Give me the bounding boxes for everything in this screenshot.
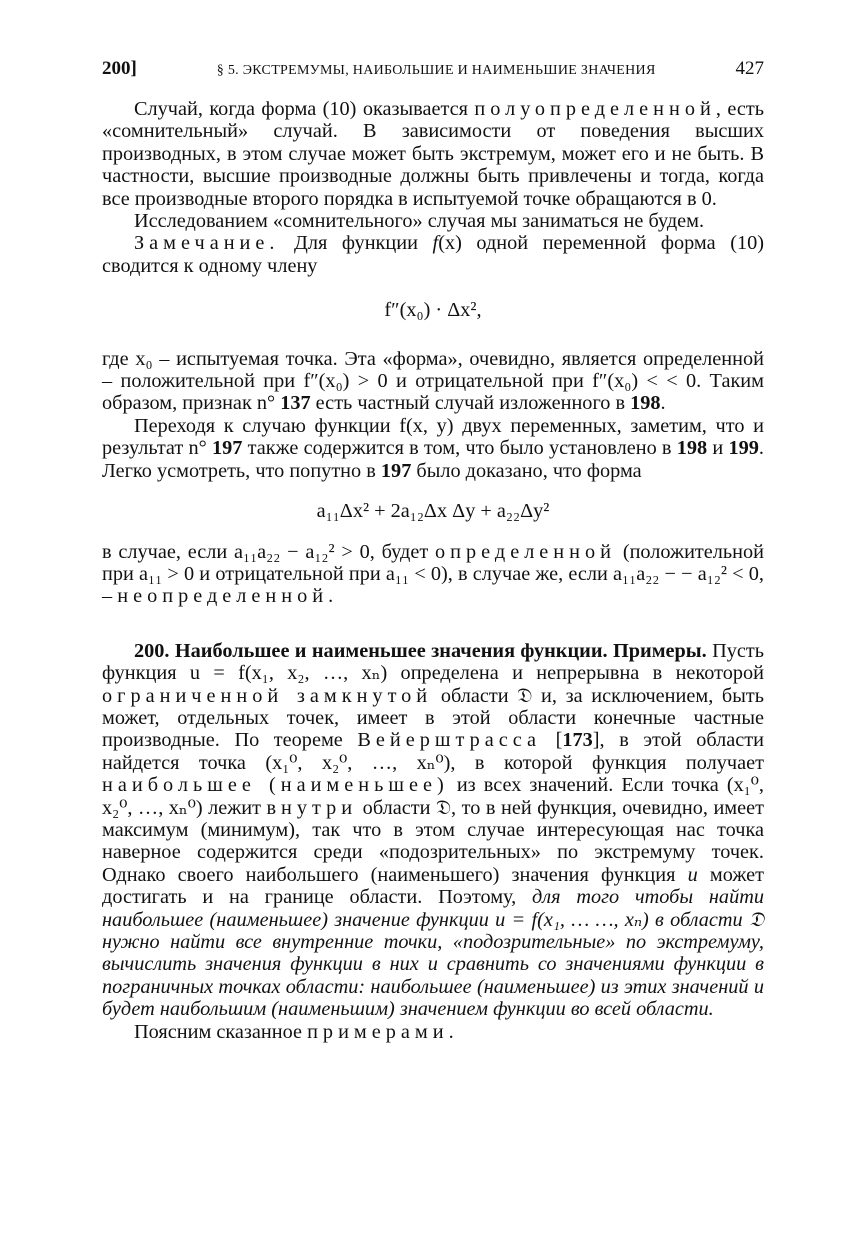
section-200-paragraph: 200. Наибольшее и наименьшее значения функции. Примеры. Пусть функция u = f(x₁, x₂, …, xₙ) определена и непрерывна в некоторой ограниченной замкнутой области 𝔇 и, за исключением, быть может, отдельных точек, имеет в этой области конечные частные производные. По теореме Вейерштрасса [173], в этой области найдется точка (x₁⁰, x₂⁰, …, xₙ⁰), в которой функция получает наибольшее (наименьшее) из всех значений. Если точка (x₁⁰, x₂⁰, …, xₙ⁰) лежит внутри области 𝔇, то в ней функция, очевидно, имеет максимум (минимум), так что в этом случае интересующая нас точка наверное содержится среди «подозрительных» по экстремуму точек. Однако своего наибольшего (наименьшего) значения функция u может достигать и на границе области. Поэтому, для того чтобы найти наибольшее (наименьшее) значение функции u = f(x₁, … …, xₙ) в области 𝔇 нужно найти все внутренние точки, «подозрительные» по экстремуму, вычислить значения функции в них и сравнить со значениями функции в пограничных точках области: наибольшее (наименьшее) из этих значений и будет наибольшим (наименьшим) значением функции во всей области. [102, 639, 765, 1021]
paragraph-two-variables: Переходя к случаю функции f(x, y) двух переменных, заметим, что и результат n° 197 также содержится в том, что было установлено в 198 и 199. Легко усмотреть, что попутно в 197 было доказано, что форма [102, 414, 764, 482]
paragraph-definite-form: где x₀ – испытуемая точка. Эта «форма», очевидно, является определенной – положительной при f″(x₀) > 0 и отрицательной при f″(x₀) < < 0. Таким образом, признак n° 137 есть частный случай изложенного в 198. [102, 347, 764, 415]
page-number: 427 [735, 58, 764, 79]
running-header [102, 58, 764, 98]
formula-single-term: f″(x₀) · Δx², [384, 299, 482, 322]
section-200-heading: 200. Наибольшее и наименьшее значения функции. Примеры. [134, 639, 707, 662]
paragraph-no-study: Исследованием «сомнительного» случая мы заниматься не будем. [134, 210, 705, 233]
section-title: § 5. ЭКСТРЕМУМЫ, НАИБОЛЬШИЕ И НАИМЕНЬШИЕ ЗНАЧЕНИЯ [216, 63, 656, 78]
paragraph-doubtful-case: Случай, когда форма (10) оказывается полуопределенной, есть «сомнительный» случай. В зависимости от поведения высших производных, в этом случае может быть экстремум, может его и не быть. В частности, высшие производные должны быть привлечены и тогда, когда все производные второго порядка в испытуемой точке обращаются в 0. [102, 98, 765, 210]
paragraph-examples: Поясним сказанное примерами. [134, 1020, 454, 1043]
section-number: 200] [102, 58, 137, 79]
formula-quadratic-form: a₁₁Δx² + 2a₁₂Δx Δy + a₂₂Δy² [316, 500, 550, 523]
paragraph-remark: Замечание. Для функции f(x) одной переменной форма (10) сводится к одному члену [102, 232, 764, 277]
paragraph-definiteness-condition: в случае, если a₁₁a₂₂ − a₁₂² > 0, будет определенной (положительной при a₁₁ > 0 и отрицательной при a₁₁ < 0), в случае же, если a₁₁a₂₂ − − a₁₂² < 0, – неопределенной. [102, 540, 765, 608]
